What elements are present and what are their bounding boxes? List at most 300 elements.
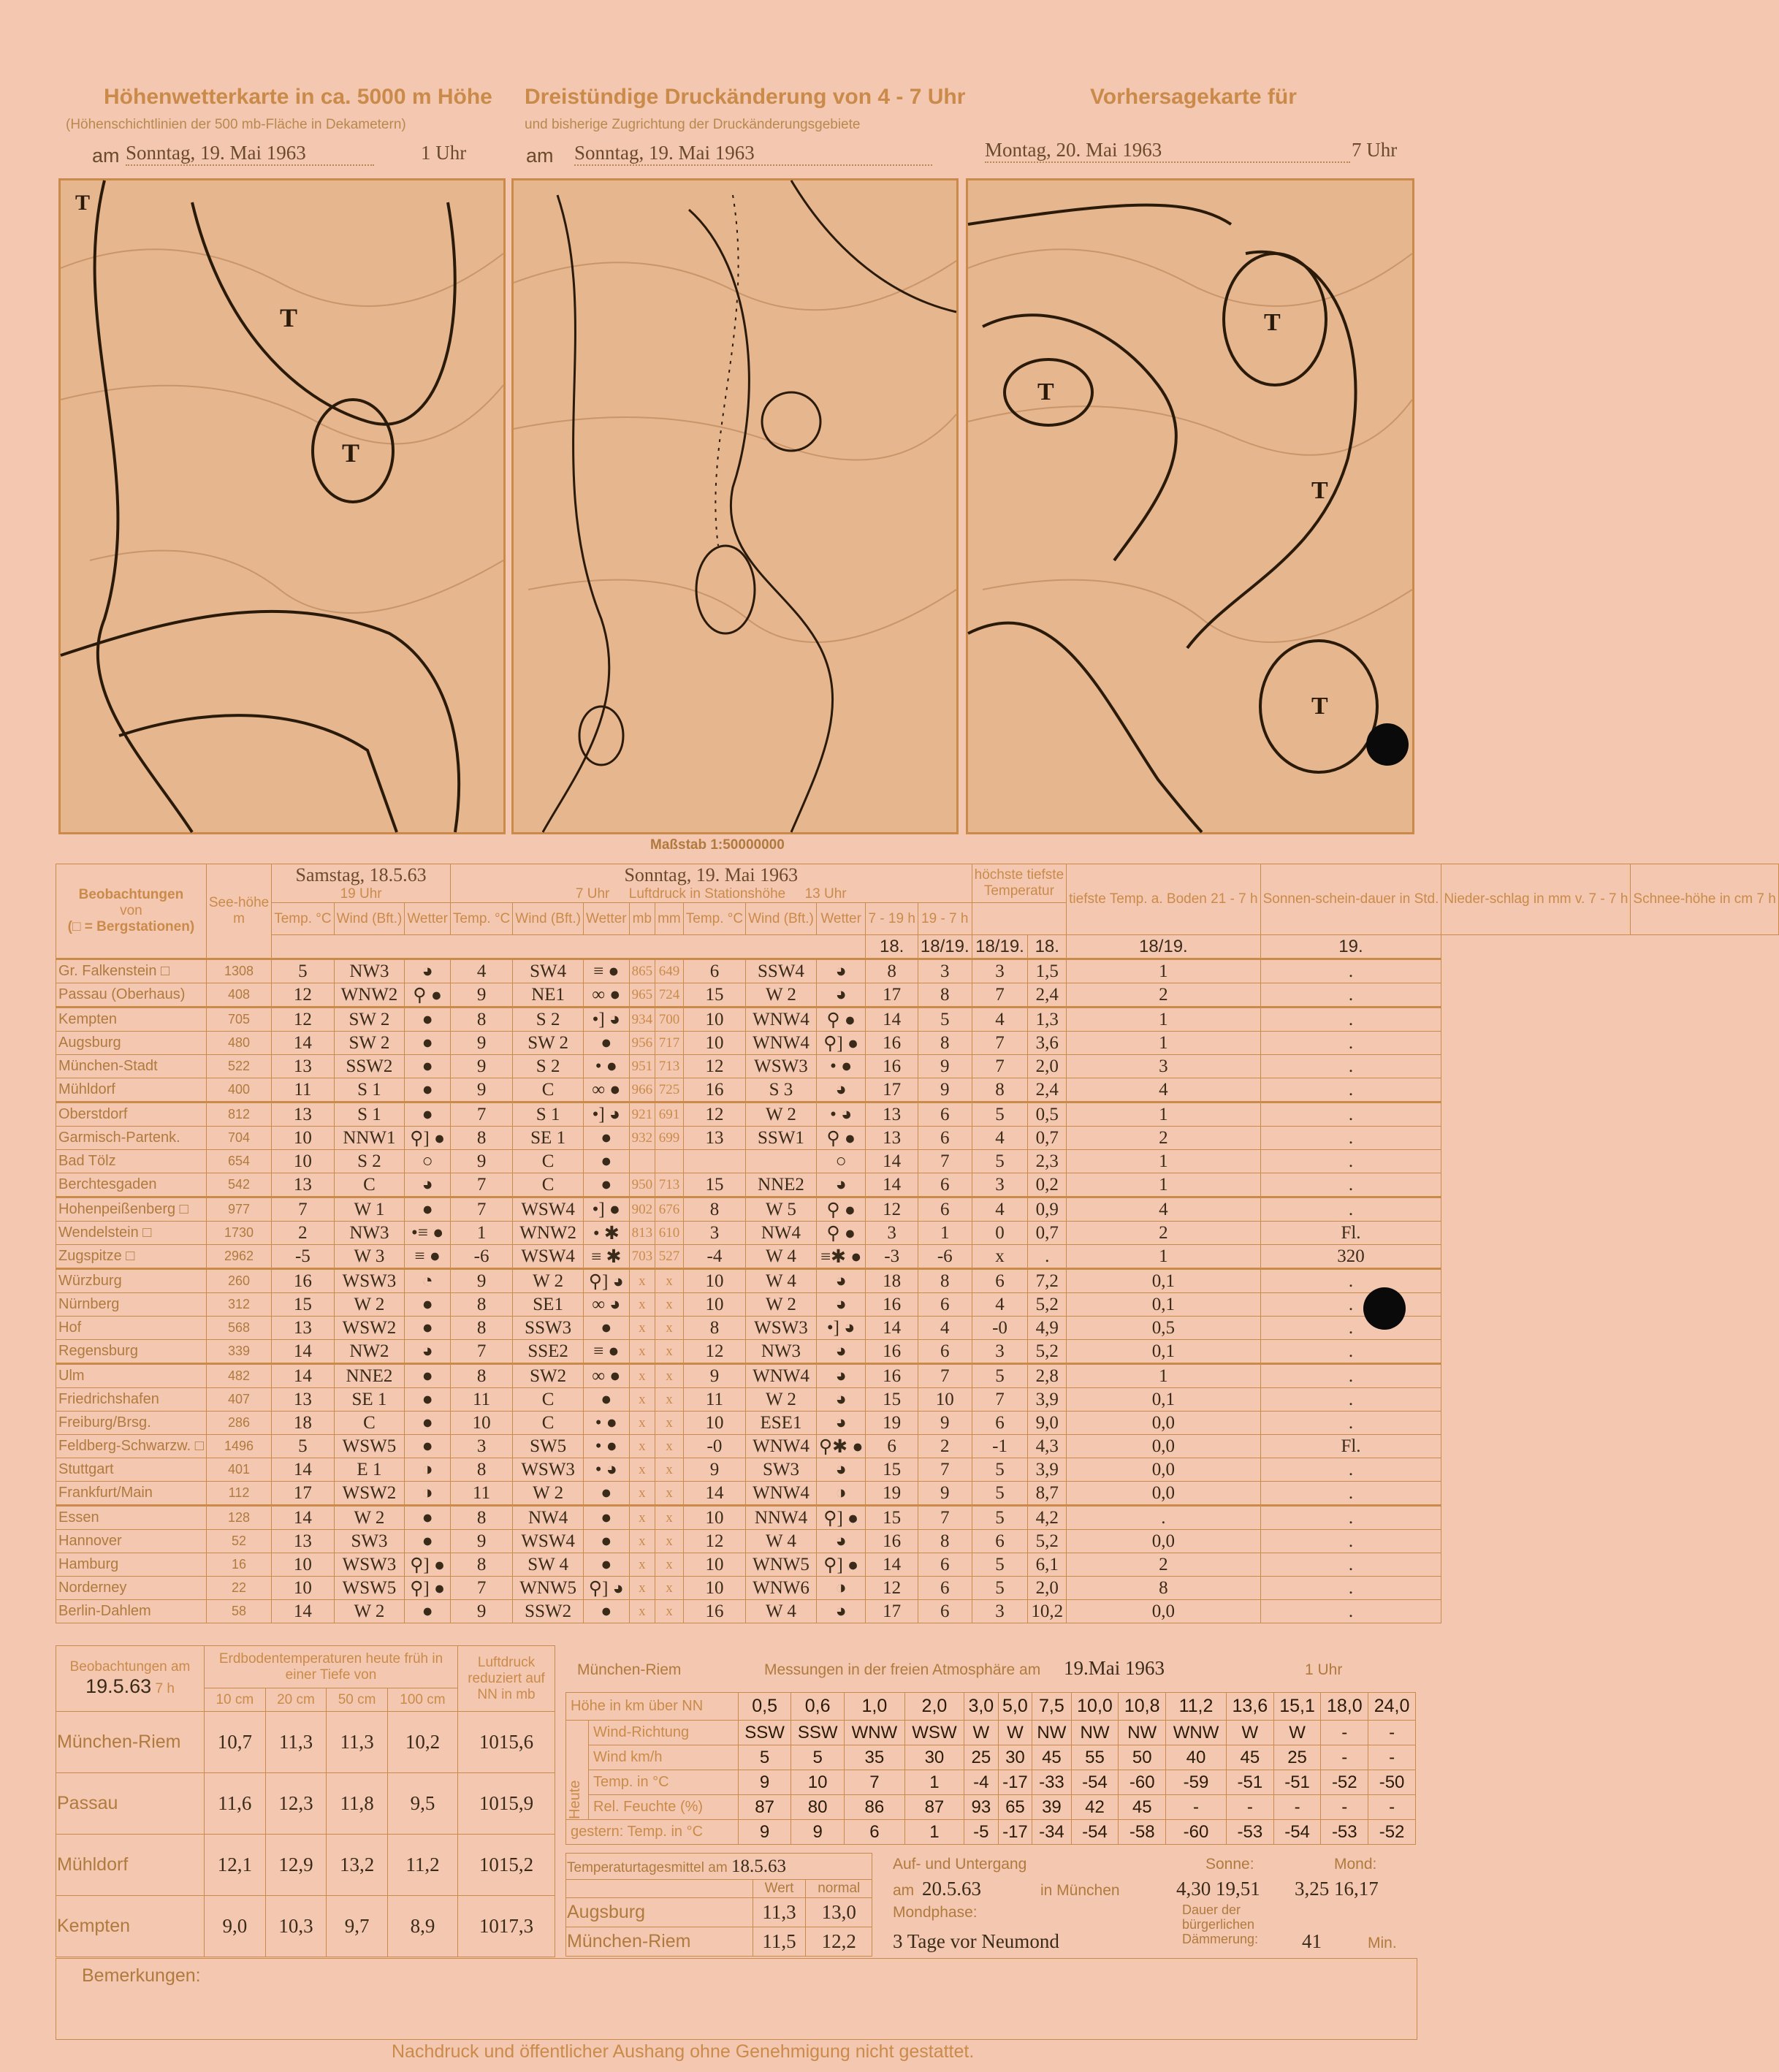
wind-7h: C <box>513 1150 584 1173</box>
pressure-mm: 691 <box>655 1102 684 1127</box>
atm-value: -51 <box>1273 1770 1321 1795</box>
min-temp: 7 <box>918 1150 972 1173</box>
pressure-mm: 725 <box>655 1078 684 1102</box>
remarks-box <box>56 1958 1417 2040</box>
weather-sat: ◑ <box>405 1458 451 1482</box>
ground-min-temp: 0 <box>972 1222 1028 1245</box>
soil-value: 10,2 <box>387 1712 457 1773</box>
atm-value: -53 <box>1226 1820 1273 1845</box>
wind-sat: SW 2 <box>334 1032 405 1055</box>
soil-depth-50: 50 cm <box>327 1688 388 1712</box>
weather-sat: ◕ <box>405 1173 451 1197</box>
weather-sat: ● <box>405 1388 451 1412</box>
max-temp: 6 <box>866 1435 918 1458</box>
station-elevation: 312 <box>206 1293 271 1317</box>
map1-am: am <box>92 145 120 167</box>
atm-height: 18,0 <box>1321 1693 1368 1721</box>
station-name: Freiburg/Brsg. <box>56 1412 207 1435</box>
station-elevation: 1308 <box>206 959 271 983</box>
pressure-mm: x <box>655 1506 684 1530</box>
wind-13h: WNW4 <box>746 1032 817 1055</box>
h-wetter2: Wetter <box>584 903 630 935</box>
wind-7h: SW4 <box>513 959 584 983</box>
weather-sat: ◑ <box>405 1482 451 1506</box>
weather-13h: ◕ <box>816 1078 866 1102</box>
wind-sat: NW3 <box>334 959 405 983</box>
station-name: Feldberg-Schwarzw. □ <box>56 1435 207 1458</box>
snow-depth: . <box>1260 983 1441 1008</box>
temp-13h: 14 <box>683 1482 745 1506</box>
sunshine: 1,3 <box>1028 1008 1067 1032</box>
station-row <box>56 1245 1779 1269</box>
station-name: Hannover <box>56 1530 207 1553</box>
sunshine: . <box>1028 1245 1067 1269</box>
snow-depth: . <box>1260 1008 1441 1032</box>
precipitation: 0,1 <box>1067 1388 1260 1412</box>
temp-sat: -5 <box>272 1245 334 1269</box>
remarks-label: Bemerkungen: <box>82 1965 201 1986</box>
wind-13h: W 4 <box>746 1245 817 1269</box>
map2-date: Sonntag, 19. Mai 1963 <box>574 142 932 166</box>
temp-7h: 11 <box>450 1482 512 1506</box>
atm-row-label: Wind km/h <box>589 1745 739 1770</box>
daily-mean-row <box>566 1927 872 1957</box>
weather-sat: ● <box>405 1293 451 1317</box>
sunshine: 6,1 <box>1028 1553 1067 1577</box>
h-wetter3: Wetter <box>816 903 866 935</box>
wind-sat: WSW2 <box>334 1482 405 1506</box>
atm-value: -54 <box>1071 1770 1119 1795</box>
soil-depth-100: 100 cm <box>387 1688 457 1712</box>
wind-13h: W 2 <box>746 1293 817 1317</box>
h-mm: mm <box>655 903 684 935</box>
weather-7h: ∞ ● <box>584 1364 630 1388</box>
temp-7h: 1 <box>450 1222 512 1245</box>
tagesmittel-wert: Wert <box>753 1880 806 1898</box>
station-name: Garmisch-Partenk. <box>56 1127 207 1150</box>
wind-13h: ESE1 <box>746 1412 817 1435</box>
atm-value: 45 <box>1032 1745 1071 1770</box>
temp-7h: 4 <box>450 959 512 983</box>
weather-13h: ◕ <box>816 983 866 1008</box>
observation-table <box>56 864 1779 1623</box>
atm-value: - <box>1321 1721 1368 1745</box>
h-d2: 18/19. <box>918 935 972 959</box>
soil-beob-header: Beobachtungen am 19.5.63 7 h <box>56 1646 205 1712</box>
station-elevation: 704 <box>206 1127 271 1150</box>
precipitation: 1 <box>1067 1102 1260 1127</box>
wind-13h: WNW4 <box>746 1435 817 1458</box>
atm-height: 10,8 <box>1119 1693 1166 1721</box>
wind-sat: WSW3 <box>334 1553 405 1577</box>
min-temp: 9 <box>918 1412 972 1435</box>
max-temp: 17 <box>866 1600 918 1623</box>
soil-value: 1015,6 <box>458 1712 555 1773</box>
weather-13h: ◕ <box>816 1458 866 1482</box>
temp-sat: 13 <box>272 1530 334 1553</box>
wind-13h: S 3 <box>746 1078 817 1102</box>
wind-7h: WSW3 <box>513 1458 584 1482</box>
weather-13h: ⚲] ● <box>816 1506 866 1530</box>
forecast-map-drawing <box>968 180 1412 832</box>
temp-13h: 16 <box>683 1078 745 1102</box>
temp-7h: 9 <box>450 1150 512 1173</box>
pressure-mm: x <box>655 1340 684 1364</box>
snow-depth: . <box>1260 1553 1441 1577</box>
max-temp: 16 <box>866 1055 918 1078</box>
ground-min-temp: 8 <box>972 1078 1028 1102</box>
daemmerung-label: Dauer der bürgerlichen Dämmerung: <box>1182 1902 1259 1946</box>
pressure-mb: x <box>629 1435 655 1458</box>
map3-title: Vorhersagekarte für <box>1090 85 1297 109</box>
wind-sat: SW3 <box>334 1530 405 1553</box>
wind-sat: WSW5 <box>334 1435 405 1458</box>
pressure-mm: x <box>655 1435 684 1458</box>
max-temp: 8 <box>866 959 918 983</box>
temp-7h: 8 <box>450 1458 512 1482</box>
svg-text:T: T <box>1311 477 1328 504</box>
atm-value: NW <box>1071 1721 1119 1745</box>
wind-7h: SW2 <box>513 1364 584 1388</box>
map3-date: Montag, 20. Mai 1963 <box>985 139 1350 163</box>
sunshine: 2,0 <box>1028 1577 1067 1600</box>
snow-depth: . <box>1260 1412 1441 1435</box>
min-temp: -6 <box>918 1245 972 1269</box>
max-temp: 19 <box>866 1412 918 1435</box>
atm-row <box>566 1745 1416 1770</box>
atm-row <box>566 1820 1416 1845</box>
ground-min-temp: 3 <box>972 1340 1028 1364</box>
station-elevation: 542 <box>206 1173 271 1197</box>
station-row <box>56 1032 1779 1055</box>
snow-depth: . <box>1260 1173 1441 1197</box>
wind-13h: W 4 <box>746 1530 817 1553</box>
temp-7h: 7 <box>450 1197 512 1222</box>
sunshine: 2,8 <box>1028 1364 1067 1388</box>
sunshine: 2,0 <box>1028 1055 1067 1078</box>
snow-depth: . <box>1260 1293 1441 1317</box>
station-row <box>56 1506 1779 1530</box>
weather-7h: ≡ ✱ <box>584 1245 630 1269</box>
weather-13h: ⚲ ● <box>816 1197 866 1222</box>
atm-value: 45 <box>1119 1795 1166 1820</box>
snow-depth: . <box>1260 1600 1441 1623</box>
weather-13h: ◑ <box>816 1577 866 1600</box>
wind-7h: W 2 <box>513 1482 584 1506</box>
sunshine: 3,9 <box>1028 1388 1067 1412</box>
pressure-mm: 649 <box>655 959 684 983</box>
wind-13h: SSW1 <box>746 1127 817 1150</box>
station-row <box>56 1482 1779 1506</box>
ground-min-temp: 7 <box>972 1388 1028 1412</box>
temp-7h: 9 <box>450 1078 512 1102</box>
wind-13h: WNW5 <box>746 1553 817 1577</box>
ground-min-temp: x <box>972 1245 1028 1269</box>
wind-sat: SE 1 <box>334 1388 405 1412</box>
pressure-mm: x <box>655 1577 684 1600</box>
atm-height: 13,6 <box>1226 1693 1273 1721</box>
station-row <box>56 1577 1779 1600</box>
wind-7h: SW5 <box>513 1435 584 1458</box>
weather-7h: ● <box>584 1127 630 1150</box>
precipitation: 2 <box>1067 1222 1260 1245</box>
pressure-mb: x <box>629 1530 655 1553</box>
sunshine: 2,3 <box>1028 1150 1067 1173</box>
atm-value: -54 <box>1071 1820 1119 1845</box>
min-temp: 6 <box>918 1340 972 1364</box>
weather-sat: ● <box>405 1506 451 1530</box>
atm-station: München-Riem <box>577 1661 682 1678</box>
station-row <box>56 1293 1779 1317</box>
weather-13h: ◕ <box>816 959 866 983</box>
weather-sat: ● <box>405 1412 451 1435</box>
max-temp: 12 <box>866 1197 918 1222</box>
max-temp: 14 <box>866 1150 918 1173</box>
temp-7h: 8 <box>450 1127 512 1150</box>
pressure-mm: x <box>655 1269 684 1293</box>
daily-mean-rows <box>566 1898 872 1957</box>
atm-value: -50 <box>1368 1770 1416 1795</box>
max-temp: 14 <box>866 1553 918 1577</box>
wind-7h: SW 4 <box>513 1553 584 1577</box>
pressure-change-map-drawing <box>514 180 956 832</box>
sunshine: 4,9 <box>1028 1317 1067 1340</box>
ground-min-temp: -1 <box>972 1435 1028 1458</box>
min-temp: 1 <box>918 1222 972 1245</box>
atm-value: -33 <box>1032 1770 1071 1795</box>
station-name: Kempten <box>56 1008 207 1032</box>
station-name: Zugspitze □ <box>56 1245 207 1269</box>
wind-sat: C <box>334 1173 405 1197</box>
weather-13h: •] ◕ <box>816 1317 866 1340</box>
h-wind3: Wind (Bft.) <box>746 903 817 935</box>
station-elevation: 812 <box>206 1102 271 1127</box>
station-elevation: 654 <box>206 1150 271 1173</box>
atm-height: 0,6 <box>791 1693 845 1721</box>
wind-13h: W 2 <box>746 983 817 1008</box>
weather-sat: ● <box>405 1530 451 1553</box>
station-elevation: 407 <box>206 1388 271 1412</box>
soil-value: 11,3 <box>265 1712 327 1773</box>
min-temp: 9 <box>918 1078 972 1102</box>
temp-sat: 12 <box>272 1008 334 1032</box>
atm-value: 9 <box>791 1820 845 1845</box>
soil-row <box>56 1896 555 1957</box>
pressure-mb: x <box>629 1340 655 1364</box>
temp-13h: 9 <box>683 1458 745 1482</box>
atm-value: -34 <box>1032 1820 1071 1845</box>
weather-13h: • ◕ <box>816 1102 866 1127</box>
min-temp: 9 <box>918 1055 972 1078</box>
sunshine: 7,2 <box>1028 1269 1067 1293</box>
temp-13h: 11 <box>683 1388 745 1412</box>
station-row <box>56 1173 1779 1197</box>
atm-value: - <box>1321 1745 1368 1770</box>
max-temp: 14 <box>866 1317 918 1340</box>
station-name: Passau (Oberhaus) <box>56 983 207 1008</box>
min-temp: 6 <box>918 1577 972 1600</box>
station-row <box>56 1008 1779 1032</box>
wind-13h: W 2 <box>746 1102 817 1127</box>
wind-7h: WNW2 <box>513 1222 584 1245</box>
station-row <box>56 1127 1779 1150</box>
pressure-mb: 965 <box>629 983 655 1008</box>
ground-min-temp: 7 <box>972 1032 1028 1055</box>
forecast-map <box>966 178 1414 834</box>
sunshine: 3,9 <box>1028 1458 1067 1482</box>
min-temp: 8 <box>918 983 972 1008</box>
soil-value: 12,1 <box>205 1835 266 1896</box>
temp-7h: 9 <box>450 1269 512 1293</box>
wind-7h: SE 1 <box>513 1127 584 1150</box>
weather-13h: ⚲] ● <box>816 1032 866 1055</box>
atm-value: -53 <box>1321 1820 1368 1845</box>
pressure-change-map <box>511 178 959 834</box>
station-name: Wendelstein □ <box>56 1222 207 1245</box>
soil-value: 8,9 <box>387 1896 457 1957</box>
ground-min-temp: 3 <box>972 959 1028 983</box>
atm-value: 93 <box>964 1795 999 1820</box>
temp-sat: 18 <box>272 1412 334 1435</box>
h-temp3: Temp. °C <box>683 903 745 935</box>
soil-value: 9,0 <box>205 1896 266 1957</box>
station-name: Berchtesgaden <box>56 1173 207 1197</box>
sonne-label: Sonne: <box>1205 1856 1254 1873</box>
precipitation: 1 <box>1067 959 1260 983</box>
tagesmittel-label: Temperaturtagesmittel am 18.5.63 <box>566 1854 872 1880</box>
wind-sat: NNW1 <box>334 1127 405 1150</box>
wind-13h: WNW6 <box>746 1577 817 1600</box>
station-elevation: 2962 <box>206 1245 271 1269</box>
h-d3: 18/19. <box>972 935 1028 959</box>
pressure-mm: x <box>655 1553 684 1577</box>
pressure-mm: x <box>655 1458 684 1482</box>
col-tiefste-boden: tiefste Temp. a. Boden 21 - 7 h <box>1067 864 1260 935</box>
weather-sat: ● <box>405 1055 451 1078</box>
wind-7h: SE1 <box>513 1293 584 1317</box>
atm-value: 9 <box>738 1820 791 1845</box>
max-temp: 17 <box>866 1078 918 1102</box>
ground-min-temp: 5 <box>972 1102 1028 1127</box>
temp-7h: -6 <box>450 1245 512 1269</box>
soil-value: 12,9 <box>265 1835 327 1896</box>
pressure-mm <box>655 1150 684 1173</box>
wind-sat: W 2 <box>334 1506 405 1530</box>
wind-sat: E 1 <box>334 1458 405 1482</box>
station-name: Norderney <box>56 1577 207 1600</box>
sun-label: Auf- und Untergang <box>893 1856 1027 1873</box>
wind-7h: NW4 <box>513 1506 584 1530</box>
wind-7h: C <box>513 1412 584 1435</box>
atm-value: 39 <box>1032 1795 1071 1820</box>
h-d1: 18. <box>866 935 918 959</box>
min-temp: 6 <box>918 1600 972 1623</box>
precipitation: 1 <box>1067 1173 1260 1197</box>
temp-sat: 13 <box>272 1055 334 1078</box>
temp-13h: 9 <box>683 1364 745 1388</box>
temp-13h: 12 <box>683 1102 745 1127</box>
punch-hole-top <box>1366 723 1409 766</box>
station-elevation: 482 <box>206 1364 271 1388</box>
wind-sat: W 2 <box>334 1600 405 1623</box>
atm-value: -52 <box>1368 1820 1416 1845</box>
col-seehoehe: See-höhe m <box>206 864 271 959</box>
snow-depth: . <box>1260 1388 1441 1412</box>
temp-sat: 13 <box>272 1388 334 1412</box>
station-name: Hohenpeißenberg □ <box>56 1197 207 1222</box>
map1-date: Sonntag, 19. Mai 1963 <box>126 142 374 166</box>
precipitation: 0,0 <box>1067 1412 1260 1435</box>
atm-height: 3,0 <box>964 1693 999 1721</box>
wind-13h: NNW4 <box>746 1506 817 1530</box>
weather-sat: ⚲ ● <box>405 983 451 1008</box>
weather-13h: ◕ <box>816 1412 866 1435</box>
weather-7h: ● <box>584 1032 630 1055</box>
weather-7h: ● <box>584 1506 630 1530</box>
snow-depth: . <box>1260 1032 1441 1055</box>
sunshine: 4,2 <box>1028 1506 1067 1530</box>
station-name: Frankfurt/Main <box>56 1482 207 1506</box>
ground-min-temp: 5 <box>972 1577 1028 1600</box>
sunshine: 1,5 <box>1028 959 1067 983</box>
pressure-mm: 699 <box>655 1127 684 1150</box>
atm-value: -17 <box>998 1820 1032 1845</box>
atm-value: - <box>1226 1795 1273 1820</box>
min-temp: 7 <box>918 1458 972 1482</box>
pressure-mb: x <box>629 1293 655 1317</box>
temp-13h: -0 <box>683 1435 745 1458</box>
precipitation: 0,0 <box>1067 1435 1260 1458</box>
wind-13h: NW4 <box>746 1222 817 1245</box>
precipitation: 0,0 <box>1067 1482 1260 1506</box>
weather-13h: ◕ <box>816 1530 866 1553</box>
atm-value: - <box>1368 1795 1416 1820</box>
wind-sat: SW 2 <box>334 1008 405 1032</box>
weather-13h: ◕ <box>816 1600 866 1623</box>
atm-height: 7,5 <box>1032 1693 1071 1721</box>
atm-value: 5 <box>738 1745 791 1770</box>
weather-7h: ● <box>584 1530 630 1553</box>
daily-mean-value: 11,3 <box>753 1898 806 1927</box>
pressure-mb: x <box>629 1600 655 1623</box>
sun-date: 20.5.63 <box>922 1878 981 1900</box>
temp-sat: 14 <box>272 1032 334 1055</box>
wind-7h: W 2 <box>513 1269 584 1293</box>
ground-min-temp: 6 <box>972 1530 1028 1553</box>
max-temp: 19 <box>866 1482 918 1506</box>
daily-mean-normal: 13,0 <box>806 1898 872 1927</box>
station-elevation: 408 <box>206 983 271 1008</box>
weather-7h: ∞ ● <box>584 983 630 1008</box>
pressure-mm: x <box>655 1317 684 1340</box>
temp-sat: 13 <box>272 1102 334 1127</box>
svg-text:T: T <box>75 191 91 215</box>
soil-station: Passau <box>56 1773 205 1835</box>
precipitation: 1 <box>1067 1032 1260 1055</box>
min-temp: 4 <box>918 1317 972 1340</box>
ground-min-temp: 6 <box>972 1412 1028 1435</box>
col-temperatur: höchste tiefste Temperatur <box>972 864 1067 903</box>
station-elevation: 260 <box>206 1269 271 1293</box>
wind-7h: SSW3 <box>513 1317 584 1340</box>
snow-depth: . <box>1260 1127 1441 1150</box>
weather-sat: ● <box>405 1008 451 1032</box>
atm-height: 0,5 <box>738 1693 791 1721</box>
soil-value: 12,3 <box>265 1773 327 1835</box>
pressure-mb: x <box>629 1364 655 1388</box>
snow-depth: Fl. <box>1260 1222 1441 1245</box>
atm-value: WSW <box>904 1721 964 1745</box>
